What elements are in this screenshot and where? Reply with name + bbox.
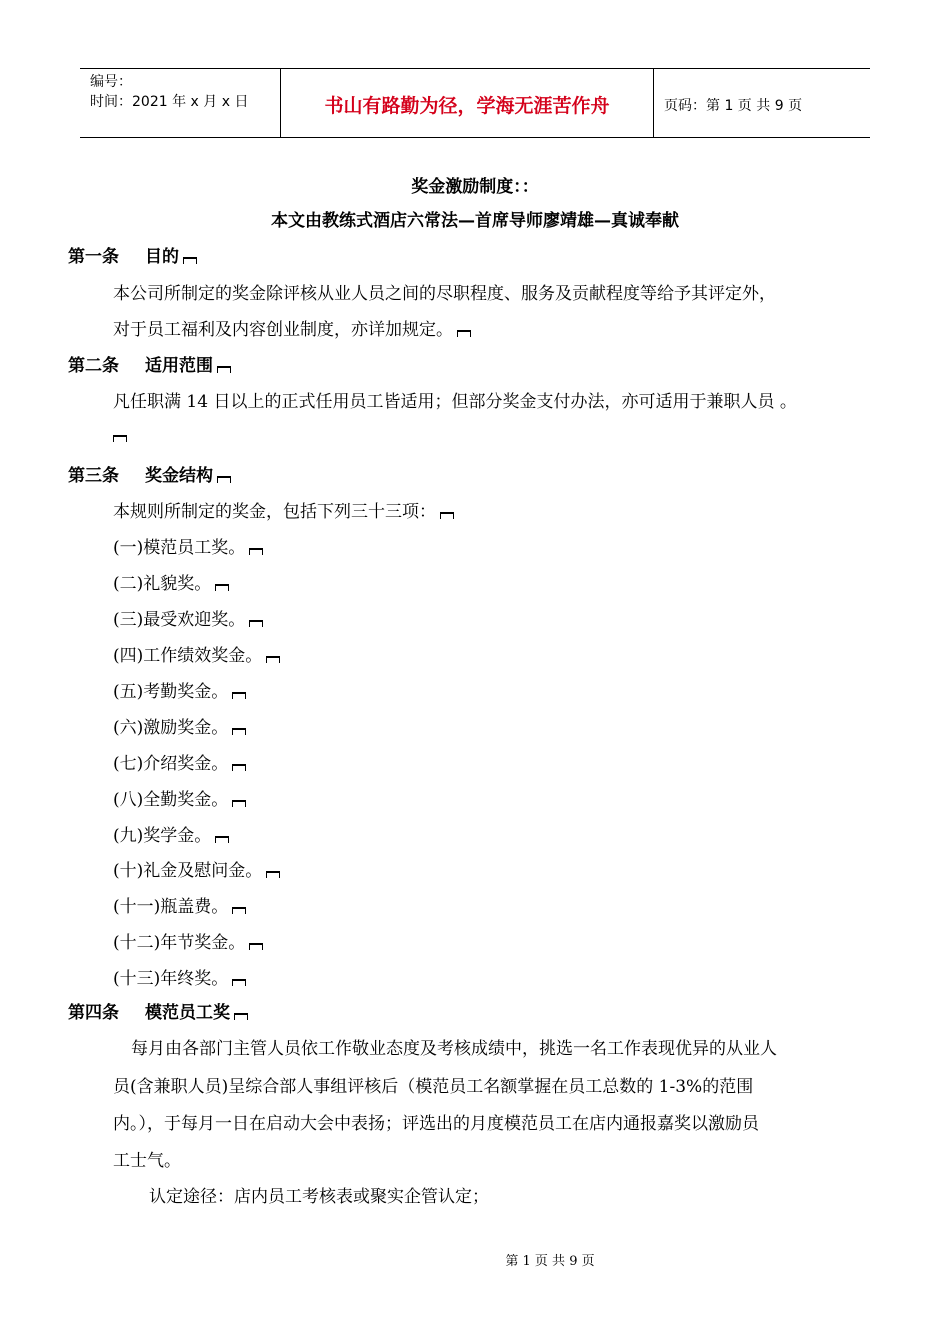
- paragraph-line: [113, 425, 127, 445]
- paragraph-mark-icon: [232, 764, 246, 771]
- article-2-heading: [68, 351, 231, 376]
- list-item: (九)奖学金。: [113, 821, 229, 846]
- document-title: 奖金激励制度：：: [411, 177, 539, 197]
- article-number: 第二条: [68, 356, 119, 376]
- list-item: (二)礼貌奖。: [113, 569, 229, 594]
- paragraph-mark-icon: [249, 548, 263, 555]
- paragraph-line: 凡任职满 14 日以上的正式任用员工皆适用；但部分奖金支付办法，亦可适用于兼职人员 。: [113, 392, 797, 412]
- list-item: (三)最受欢迎奖。: [113, 605, 263, 630]
- document-subtitle: 本文由教练式酒店六常法—首席导师廖靖雄—真诚奉献: [271, 211, 679, 231]
- article-name: 奖金结构: [145, 466, 213, 486]
- paragraph-mark-icon: [232, 979, 246, 986]
- list-item: (十)礼金及慰问金。: [113, 856, 280, 881]
- paragraph-mark-icon: [217, 366, 231, 373]
- paragraph-mark-icon: [232, 800, 246, 807]
- time-label: 时间：2021 年 x 月 x 日: [90, 94, 249, 110]
- header-motto-cell: [281, 69, 654, 137]
- paragraph-mark-icon: [249, 943, 263, 950]
- article-name: 适用范围: [145, 356, 213, 376]
- article-4-heading: [68, 998, 248, 1023]
- paragraph-line: 对于员工福利及内容创业制度，亦详加规定。: [113, 315, 471, 340]
- paragraph-mark-icon: [113, 435, 127, 442]
- list-item: (六)激励奖金。: [113, 713, 246, 738]
- paragraph-mark-icon: [440, 512, 454, 519]
- page-label: 页码：第 1 页 共 9 页: [664, 98, 803, 114]
- paragraph-mark-icon: [266, 871, 280, 878]
- paragraph-mark-icon: [457, 330, 471, 337]
- article-name: 模范员工奖: [145, 1003, 230, 1023]
- list-item: (一)模范员工奖。: [113, 533, 263, 558]
- paragraph-mark-icon: [234, 1013, 248, 1020]
- document-header: [80, 68, 870, 138]
- list-item: (七)介绍奖金。: [113, 749, 246, 774]
- list-item: (十二)年节奖金。: [113, 928, 263, 953]
- paragraph-mark-icon: [232, 728, 246, 735]
- article-name: 目的: [145, 247, 179, 267]
- list-item: (十三)年终奖。: [113, 964, 246, 989]
- footer-page-number: 第 1 页 共 9 页: [505, 1254, 595, 1269]
- paragraph-mark-icon: [183, 257, 197, 264]
- paragraph-mark-icon: [266, 656, 280, 663]
- paragraph-mark-icon: [232, 692, 246, 699]
- list-item: (四)工作绩效奖金。: [113, 641, 280, 666]
- paragraph-mark-icon: [215, 836, 229, 843]
- paragraph-line: 认定途径：店内员工考核表或聚实企管认定；: [149, 1187, 489, 1207]
- paragraph-line: 员(含兼职人员)呈综合部人事组评核后（模范员工名额掌握在员工总数的 1-3%的范围: [113, 1077, 754, 1097]
- motto: 书山有路勤为径，学海无涯苦作舟: [324, 95, 610, 117]
- paragraph-mark-icon: [217, 476, 231, 483]
- paragraph-mark-icon: [232, 907, 246, 914]
- number-label: 编号：: [90, 74, 132, 90]
- list-item: (十一)瓶盖费。: [113, 892, 246, 917]
- paragraph-line: 内。），于每月一日在启动大会中表扬；评选出的月度模范员工在店内通报嘉奖以激励员: [113, 1114, 759, 1134]
- paragraph-line: 工士气。: [113, 1151, 181, 1171]
- paragraph-mark-icon: [249, 620, 263, 627]
- paragraph-line: 本规则所制定的奖金，包括下列三十三项：: [113, 497, 454, 522]
- article-number: 第一条: [68, 247, 119, 267]
- article-1-heading: [68, 242, 197, 267]
- list-item: (八)全勤奖金。: [113, 785, 246, 810]
- paragraph-mark-icon: [215, 584, 229, 591]
- article-number: 第三条: [68, 466, 119, 486]
- article-number: 第四条: [68, 1003, 119, 1023]
- paragraph-line: 本公司所制定的奖金除评核从业人员之间的尽职程度、服务及贡献程度等给予其评定外，: [113, 284, 776, 304]
- paragraph-line: 每月由各部门主管人员依工作敬业态度及考核成绩中，挑选一名工作表现优异的从业人: [131, 1039, 777, 1059]
- page-footer: [0, 1250, 950, 1269]
- header-meta-cell: [80, 69, 281, 137]
- list-item: (五)考勤奖金。: [113, 677, 246, 702]
- article-3-heading: [68, 461, 231, 486]
- header-page-cell: [654, 69, 870, 137]
